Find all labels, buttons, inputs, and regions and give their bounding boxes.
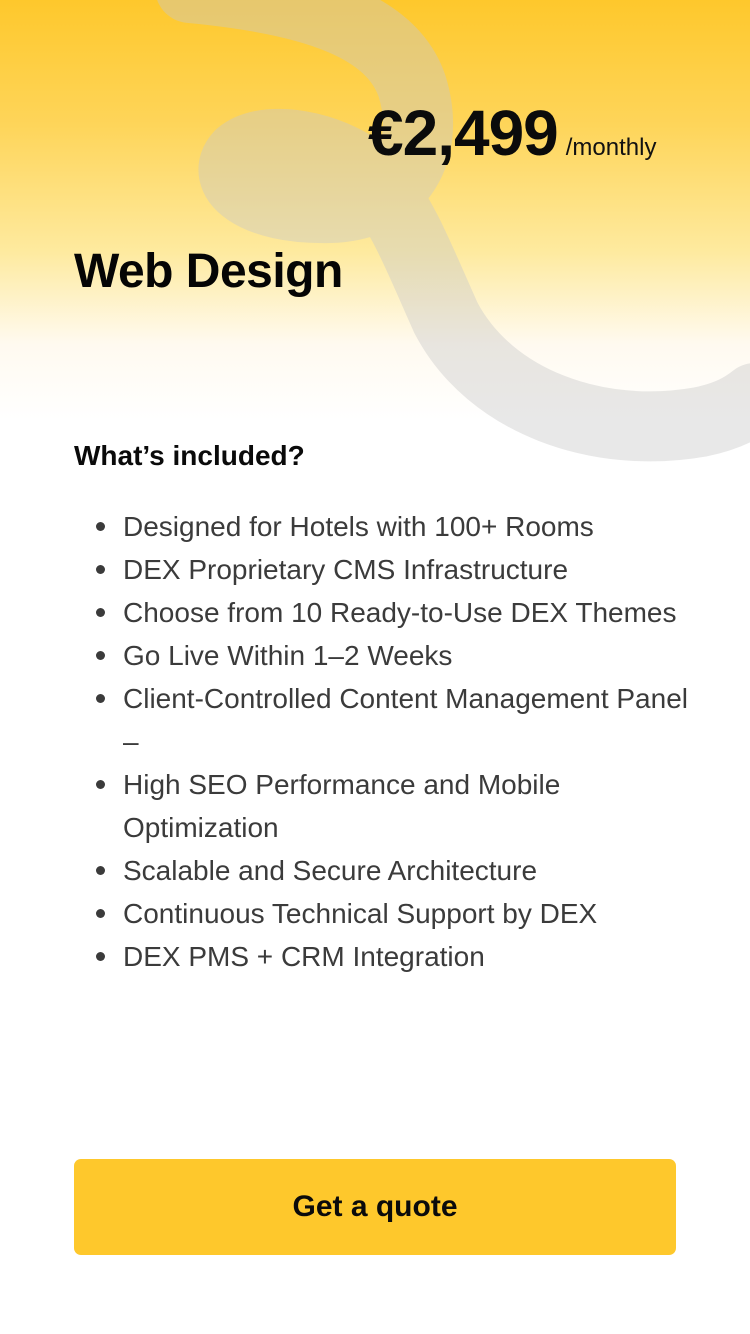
feature-item (96, 634, 696, 677)
bullet-icon (96, 694, 105, 703)
feature-text: Continuous Technical Support by DEX (123, 898, 598, 929)
included-heading: What’s included? (74, 440, 305, 471)
feature-text: DEX Proprietary CMS Infrastructure (123, 554, 569, 585)
bullet-icon (96, 866, 105, 875)
feature-item (96, 892, 696, 935)
feature-list (96, 505, 696, 978)
price-amount: €2,499 (368, 97, 558, 169)
price-period: /monthly (565, 134, 657, 161)
feature-item (96, 935, 696, 978)
bullet-icon (96, 952, 105, 961)
feature-item (96, 763, 696, 849)
bullet-icon (96, 565, 105, 574)
bullet-icon (96, 909, 105, 918)
feature-text: Scalable and Secure Architecture (123, 855, 538, 886)
get-quote-button[interactable]: Get a quote (74, 1159, 676, 1255)
feature-text: Go Live Within 1–2 Weeks (123, 640, 453, 671)
feature-text: Choose from 10 Ready-to-Use DEX Themes (123, 597, 677, 628)
bullet-icon (96, 522, 105, 531)
feature-text: High SEO Performance and Mobile Optimization (123, 769, 561, 843)
feature-item (96, 849, 696, 892)
plan-title: Web Design (74, 245, 343, 298)
feature-item (96, 505, 696, 548)
feature-item (96, 548, 696, 591)
bullet-icon (96, 651, 105, 660)
feature-text: Designed for Hotels with 100+ Rooms (123, 511, 594, 542)
price-row (368, 96, 656, 170)
feature-item (96, 591, 696, 634)
bullet-icon (96, 608, 105, 617)
bullet-icon (96, 780, 105, 789)
feature-text: DEX PMS + CRM Integration (123, 941, 485, 972)
feature-item (96, 677, 696, 763)
feature-text: Client-Controlled Content Management Panel – (123, 683, 688, 757)
